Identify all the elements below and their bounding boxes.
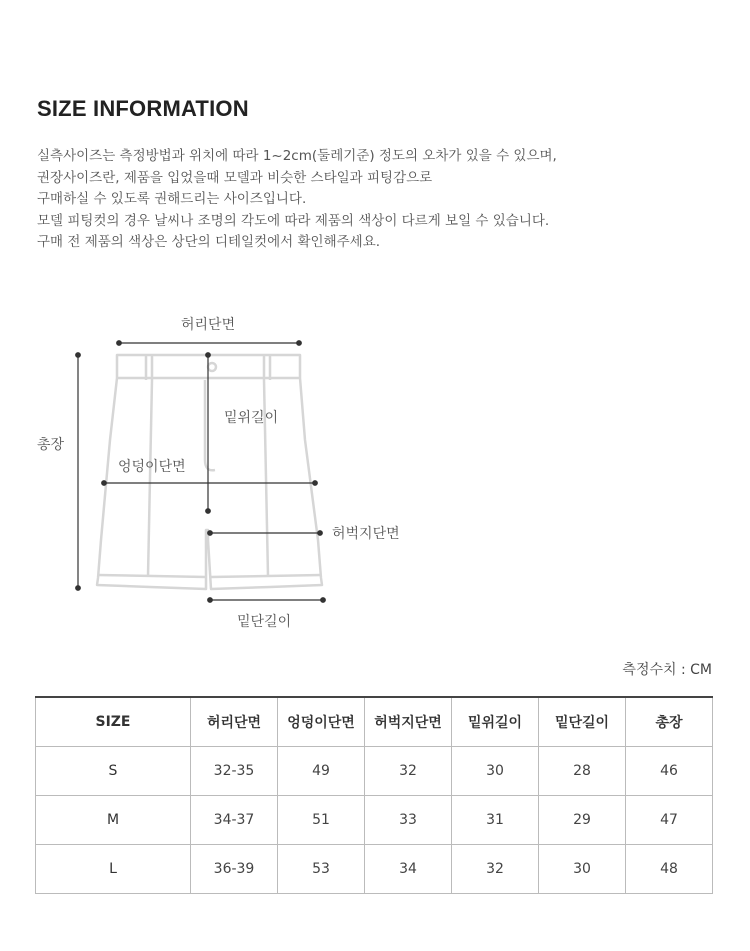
size-cell: S [36, 747, 191, 796]
description-line: 실측사이즈는 측정방법과 위치에 따라 1~2cm(둘레기준) 정도의 오차가 있을 수 있으며, [37, 148, 557, 164]
column-header: SIZE [36, 697, 191, 747]
hip-label: 엉덩이단면 [118, 459, 186, 475]
column-header: 밑단길이 [539, 697, 626, 747]
table-cell: 28 [539, 747, 626, 796]
table-cell: 48 [626, 845, 713, 894]
shorts-illustration [0, 300, 750, 640]
description-line: 권장사이즈란, 제품을 입었을때 모델과 비슷한 스타일과 피팅감으로 [37, 169, 433, 186]
column-header: 허벅지단면 [365, 697, 452, 747]
table-cell: 33 [365, 796, 452, 845]
table-cell: 34-37 [191, 796, 278, 845]
size-cell: M [36, 796, 191, 845]
belt-loop-left [146, 355, 152, 380]
thigh-label: 허벅지단면 [332, 526, 400, 542]
hem-fold-right [211, 575, 321, 577]
column-header: 허리단면 [191, 697, 278, 747]
waist-label: 허리단면 [181, 317, 236, 333]
table-cell: 49 [278, 747, 365, 796]
table-row [36, 796, 713, 845]
description-line: 모델 피팅컷의 경우 날씨나 조명의 각도에 따라 제품의 색상이 다르게 보일 수 있습니다. [37, 212, 550, 229]
table-cell: 36-39 [191, 845, 278, 894]
size-cell: L [36, 845, 191, 894]
table-cell: 34 [365, 845, 452, 894]
table-header-row [36, 697, 713, 747]
table-cell: 46 [626, 747, 713, 796]
table-cell: 30 [539, 845, 626, 894]
column-header: 총장 [626, 697, 713, 747]
size-table [35, 696, 713, 894]
table-cell: 30 [452, 747, 539, 796]
hem-label: 밑단길이 [237, 614, 292, 630]
table-cell: 32 [452, 845, 539, 894]
table-cell: 29 [539, 796, 626, 845]
rise-label: 밑위길이 [224, 410, 279, 426]
description-line: 구매 전 제품의 색상은 상단의 디테일컷에서 확인해주세요. [37, 234, 381, 250]
table-cell: 53 [278, 845, 365, 894]
description-line: 구매하실 수 있도록 권해드리는 사이즈입니다. [37, 191, 307, 207]
table-row [36, 747, 713, 796]
table-cell: 32-35 [191, 747, 278, 796]
table-cell: 32 [365, 747, 452, 796]
table-cell: 31 [452, 796, 539, 845]
table-cell: 51 [278, 796, 365, 845]
waist-button [208, 363, 216, 371]
hem-fold-left [98, 575, 206, 577]
size-description [37, 146, 717, 254]
column-header: 엉덩이단면 [278, 697, 365, 747]
fly-stitch [205, 380, 215, 470]
unit-label: 측정수치 : CM [622, 662, 712, 678]
shorts-measurement-diagram [0, 300, 750, 640]
pleat-left [148, 380, 152, 576]
table-cell: 47 [626, 796, 713, 845]
column-header: 밑위길이 [452, 697, 539, 747]
page-title: SIZE INFORMATION [37, 96, 249, 121]
table-row [36, 845, 713, 894]
belt-loop-right [264, 355, 270, 380]
total-length-label: 총장 [37, 437, 65, 453]
